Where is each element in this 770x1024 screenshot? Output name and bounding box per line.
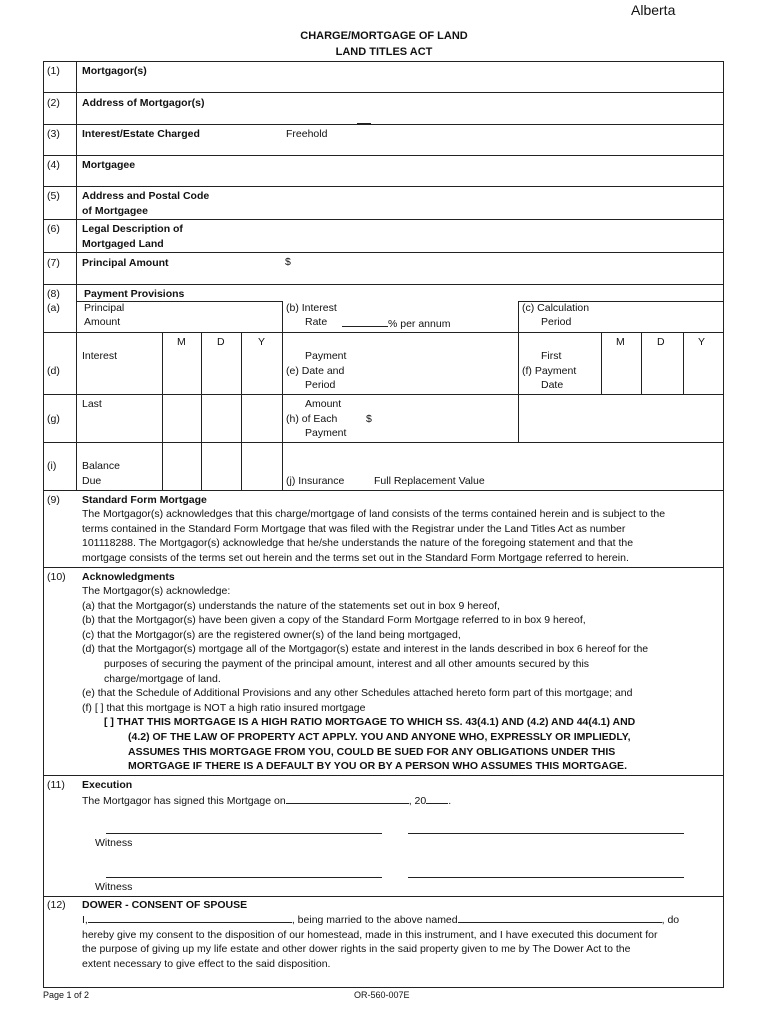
acknowledgments-heading: Acknowledgments [82,571,175,583]
form-title: CHARGE/MORTGAGE OF LAND [300,30,468,42]
insurance-label: (j) Insurance [286,475,345,487]
row6-number: (6) [47,223,60,235]
standard-form-line: mortgage consists of the terms set out herein and the terms set out in the Standard Form Mortgage referred to herein. [82,551,629,564]
standard-form-heading: Standard Form Mortgage [82,494,207,506]
province-label: Alberta [631,2,676,18]
dower-text [82,912,679,971]
first-payment-label-3: Date [541,379,564,391]
payment-date-label-2: (e) Date and [286,365,345,377]
row10-number: (10) [47,571,66,583]
row7-number: (7) [47,257,60,269]
interest-rate-label-2: Rate [305,316,328,328]
dower-line-2: hereby give my consent to the disposition of our homestead, made in this instrument, and I have executed this document for [82,928,658,941]
day-header-right: D [657,336,665,348]
payment-date-label-1: Payment [305,350,347,362]
amount-each-label-2: (h) of Each [286,413,338,425]
ack-item-d: (d) that the Mortgagor(s) mortgage all of the Mortgagor(s) estate and interest in the lands described in box 6 hereof for the [82,643,649,656]
dower-text-married: , being married to the above named [291,914,458,926]
interest-date-label: Interest [82,350,118,362]
witness-label-1: Witness [95,837,133,849]
legal-description-label-1: Legal Description of [82,223,183,235]
ack-item-a: (a) that the Mortgagor(s) understands the nature of the statements set out in box 9 hereof, [82,599,500,612]
owner-name-blank[interactable] [458,912,662,923]
row12-number: (12) [47,899,66,911]
interest-estate-value[interactable]: Freehold [286,128,328,140]
ack-item-e: (e) that the Schedule of Additional Provisions and any other Schedules attached hereto form part of this mortgage; and [82,687,633,700]
dower-line-4: extent necessary to give effect to the said disposition. [82,957,331,970]
form-subtitle: LAND TITLES ACT [335,46,433,58]
ack-item-d-cont: charge/mortgage of land. [104,672,221,685]
underline-mark [357,123,371,124]
ack-item-d-cont: purposes of securing the payment of the principal amount, interest and all other amounts secured by this [104,657,590,670]
interest-rate-label-1: (b) Interest [286,302,337,314]
standard-form-line: 101118288. The Mortgagor(s) acknowledge that he/she understands the nature of the foregoing statement and that the [82,537,634,550]
principal-amount-cell[interactable] [163,302,281,331]
amount-each-field[interactable]: $ [366,413,372,425]
day-header-left: D [217,336,225,348]
execution-year-blank[interactable] [426,793,448,804]
ack-high-ratio-cont: ASSUMES THIS MORTGAGE FROM YOU, COULD BE SUED FOR ANY OBLIGATIONS UNDER THIS [128,745,616,758]
row8-number: (8) [47,288,60,300]
payment-provisions-heading: Payment Provisions [84,288,185,300]
interest-rate-field[interactable] [342,316,450,330]
dower-text-do: , do [661,914,680,926]
row2-number: (2) [47,97,60,109]
ack-item-f-high-ratio[interactable]: [ ] THAT THIS MORTGAGE IS A HIGH RATIO MORTGAGE TO WHICH SS. 43(4.1) AND (4.2) AND 44(4.1) AND [104,716,636,729]
execution-date-line [82,793,451,807]
witness-label-2: Witness [95,881,133,893]
ack-high-ratio-cont: MORTGAGE IF THERE IS A DEFAULT BY YOU OR BY A PERSON WHO ASSUMES THIS MORTGAGE. [128,760,627,773]
amount-each-label-3: Payment [305,427,347,439]
dower-text-i: I, [82,914,88,926]
row11-number: (11) [47,779,65,791]
execution-year-prefix: , 20 [408,795,427,807]
first-payment-label-1: First [541,350,562,362]
mortgagee-address-label-2: of Mortgagee [82,205,148,217]
principal-label-2: Amount [84,316,121,328]
balance-due-label-1: Balance [82,460,120,472]
row8i-number: (i) [47,460,57,472]
witness-signature-line-2[interactable] [106,877,382,878]
mortgagor-label: Mortgagor(s) [82,65,147,77]
standard-form-text [82,507,665,565]
page-number: Page 1 of 2 [43,990,90,1000]
mortgagee-field[interactable] [290,156,720,185]
year-header-left: Y [258,336,266,348]
principal-label-1: Principal [84,302,125,314]
ack-intro: The Mortgagor(s) acknowledge: [82,585,231,597]
first-payment-label-2: (f) Payment [522,365,577,377]
principal-amount-label: Principal Amount [82,257,169,269]
mortgagee-label: Mortgagee [82,159,136,171]
mortgagor-signature-line-1[interactable] [408,833,684,834]
row8a-number: (a) [47,302,60,314]
form-number: OR-560-007E [354,990,410,1000]
row3-number: (3) [47,128,60,140]
mortgagor-signature-line-2[interactable] [408,877,684,878]
interest-estate-label: Interest/Estate Charged [82,128,200,140]
row9-number: (9) [47,494,60,506]
dower-heading: DOWER - CONSENT OF SPOUSE [82,899,248,911]
principal-amount-field[interactable]: $ [285,256,291,268]
year-header-right: Y [698,336,706,348]
standard-form-line: The Mortgagor(s) acknowledges that this charge/mortgage of land consists of the terms contained herein and is subject to the [82,508,666,520]
calculation-period-label-1: (c) Calculation [522,302,590,314]
mortgagor-address-field[interactable] [290,93,720,123]
row5-number: (5) [47,190,60,202]
legal-description-field[interactable] [290,220,720,251]
row8g-number: (g) [47,413,60,425]
mortgagee-address-field[interactable] [290,187,720,218]
execution-heading: Execution [82,779,133,791]
witness-signature-line-1[interactable] [106,833,382,834]
row8d-number: (d) [47,365,60,377]
mortgagee-address-label-1: Address and Postal Code [82,190,210,202]
insurance-value[interactable]: Full Replacement Value [374,475,485,487]
ack-item-f-not-high-ratio[interactable]: (f) [ ] that this mortgage is NOT a high ratio insured mortgage [82,701,366,714]
calculation-period-label-2: Period [541,316,572,328]
execution-period: . [448,795,452,807]
last-label: Last [82,398,102,410]
mortgagor-field[interactable] [290,62,720,91]
acknowledgments-text [82,584,648,774]
dower-line-3: the purpose of giving up my life estate and other dower rights in the said property given to me by The Dower Act to the [82,943,631,956]
per-annum-label: % per annum [388,318,451,330]
legal-description-label-2: Mortgaged Land [82,238,164,250]
payment-date-label-3: Period [305,379,336,391]
interest-rate-blank[interactable] [342,316,388,327]
spouse-name-blank[interactable] [88,912,292,923]
execution-text: The Mortgagor has signed this Mortgage on [82,795,286,807]
balance-due-label-2: Due [82,475,102,487]
amount-each-label-1: Amount [305,398,342,410]
dower-line-1 [82,912,679,928]
month-header-right: M [616,336,625,348]
ack-item-b: (b) that the Mortgagor(s) have been given a copy of the Standard Form Mortgage referred to in box 9 hereof, [82,614,586,627]
row4-number: (4) [47,159,60,171]
mortgagor-address-label: Address of Mortgagor(s) [82,97,205,109]
row1-number: (1) [47,65,60,77]
ack-high-ratio-cont: (4.2) OF THE LAW OF PROPERTY ACT APPLY. YOU AND ANYONE WHO, EXPRESSLY OR IMPLIEDLY, [128,730,631,743]
execution-date-blank[interactable] [286,793,409,804]
standard-form-line: terms contained in the Standard Form Mortgage that was filed with the Registrar under the Land Titles Act as number [82,522,626,535]
month-header-left: M [177,336,186,348]
ack-item-c: (c) that the Mortgagor(s) are the registered owner(s) of the land being mortgaged, [82,628,461,641]
